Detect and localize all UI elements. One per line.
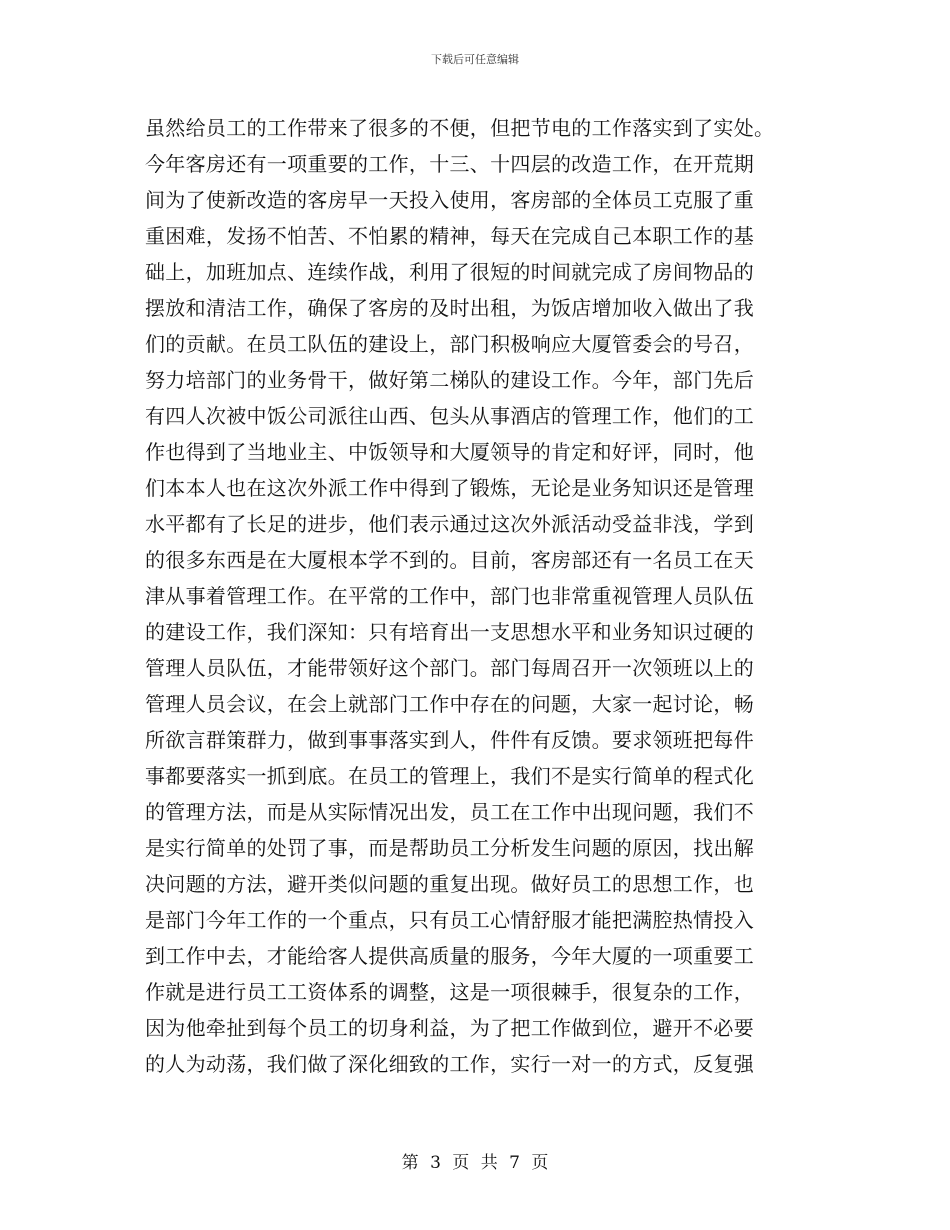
text-line: 今年客房还有一项重要的工作，十三、十四层的改造工作，在开荒期 xyxy=(145,152,754,176)
text-line: 摆放和清洁工作，确保了客房的及时出租，为饭店增加收入做出了我 xyxy=(145,296,754,320)
text-line: 事都要落实一抓到底。在员工的管理上，我们不是实行简单的程式化 xyxy=(145,764,754,788)
text-line: 因为他牵扯到每个员工的切身利益，为了把工作做到位，避开不必要 xyxy=(145,1016,754,1040)
text-line: 决问题的方法，避开类似问题的重复出现。做好员工的思想工作，也 xyxy=(145,872,754,896)
text-line: 努力培部门的业务骨干，做好第二梯队的建设工作。今年，部门先后 xyxy=(145,368,754,392)
text-line: 管理人员队伍，才能带领好这个部门。部门每周召开一次领班以上的 xyxy=(145,656,754,680)
text-line: 津从事着管理工作。在平常的工作中，部门也非常重视管理人员队伍 xyxy=(145,584,754,608)
text-line: 的很多东西是在大厦根本学不到的。目前，客房部还有一名员工在天 xyxy=(145,548,754,572)
document-body xyxy=(145,110,805,1082)
text-line: 础上，加班加点、连续作战，利用了很短的时间就完成了房间物品的 xyxy=(145,260,754,284)
text-line: 到工作中去，才能给客人提供高质量的服务，今年大厦的一项重要工 xyxy=(145,944,754,968)
text-line: 的建设工作，我们深知：只有培育出一支思想水平和业务知识过硬的 xyxy=(145,620,754,644)
text-line: 作就是进行员工工资体系的调整，这是一项很棘手，很复杂的工作， xyxy=(145,980,754,1004)
text-line: 是实行简单的处罚了事，而是帮助员工分析发生问题的原因，找出解 xyxy=(145,836,754,860)
text-line: 虽然给员工的工作带来了很多的不便，但把节电的工作落实到了实处。 xyxy=(145,116,775,140)
text-line: 的管理方法，而是从实际情况出发，员工在工作中出现问题，我们不 xyxy=(145,800,754,824)
page-header-note: 下载后可任意编辑 xyxy=(431,53,519,66)
text-line: 所欲言群策群力，做到事事落实到人，件件有反馈。要求领班把每件 xyxy=(145,728,754,752)
text-line: 水平都有了长足的进步，他们表示通过这次外派活动受益非浅，学到 xyxy=(145,512,754,536)
text-line: 管理人员会议，在会上就部门工作中存在的问题，大家一起讨论，畅 xyxy=(145,692,754,716)
text-line: 间为了使新改造的客房早一天投入使用，客房部的全体员工克服了重 xyxy=(145,188,754,212)
text-line: 的人为动荡，我们做了深化细致的工作，实行一对一的方式，反复强 xyxy=(145,1052,754,1076)
text-line: 们本本人也在这次外派工作中得到了锻炼，无论是业务知识还是管理 xyxy=(145,476,754,500)
text-line: 重困难，发扬不怕苦、不怕累的精神，每天在完成自己本职工作的基 xyxy=(145,224,754,248)
text-line: 是部门今年工作的一个重点，只有员工心情舒服才能把满腔热情投入 xyxy=(145,908,754,932)
page-number: 第 3 页 共 7 页 xyxy=(401,1153,549,1173)
text-line: 作也得到了当地业主、中饭领导和大厦领导的肯定和好评，同时，他 xyxy=(145,440,754,464)
text-line: 有四人次被中饭公司派往山西、包头从事酒店的管理工作，他们的工 xyxy=(145,404,754,428)
text-line: 们的贡献。在员工队伍的建设上，部门积极响应大厦管委会的号召， xyxy=(145,332,754,356)
